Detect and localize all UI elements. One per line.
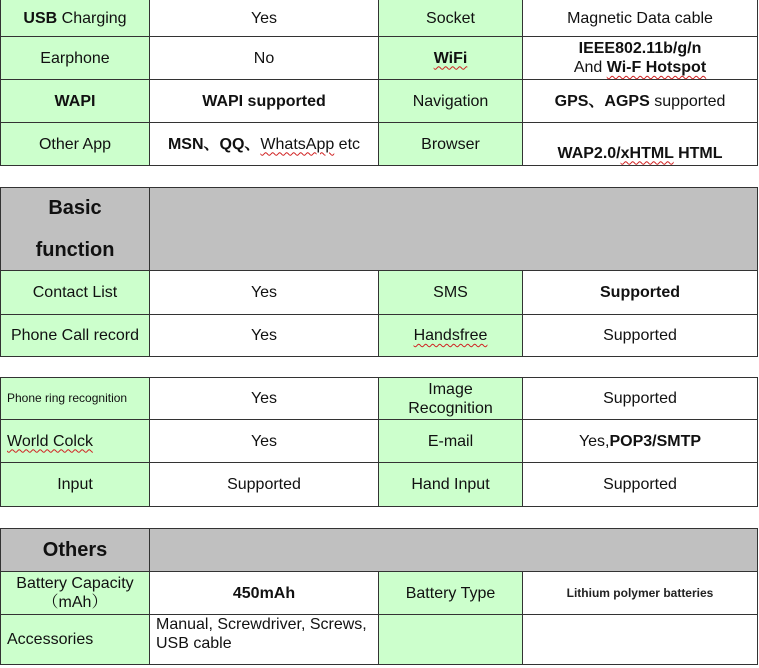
- table-row-accessories: [0, 615, 759, 665]
- label-accessories: Accessories: [0, 615, 150, 665]
- label-image-recognition: Image Recognition: [379, 377, 523, 420]
- empty-cell-accessories-3: [379, 615, 523, 665]
- value-ring-recognition: Yes: [150, 377, 379, 420]
- section-basic-function: [0, 187, 759, 271]
- table-row-wapi: [0, 80, 759, 123]
- wifi-label-text: WiFi: [433, 49, 468, 67]
- value-other-app: MSN、QQ、WhatsApp etc: [150, 123, 379, 166]
- label-sms: SMS: [379, 271, 523, 315]
- value-earphone: No: [150, 37, 379, 80]
- section-title-basic: Basic function: [0, 187, 150, 271]
- value-handsfree: Supported: [523, 315, 758, 357]
- table-row-other-app: [0, 123, 759, 166]
- label-input: Input: [0, 463, 150, 507]
- value-battery-capacity: 450mAh: [150, 572, 379, 615]
- table-row-battery: [0, 572, 759, 615]
- section-others: [0, 528, 759, 572]
- value-image-recognition: Supported: [523, 377, 758, 420]
- value-contact-list: Yes: [150, 271, 379, 315]
- label-battery-capacity: Battery Capacity （mAh）: [0, 572, 150, 615]
- label-browser: Browser: [379, 123, 523, 166]
- table-row-world-clock: [0, 420, 759, 463]
- wifi-standard: IEEE802.11b/g/n: [578, 40, 702, 57]
- section-title-others: Others: [0, 528, 150, 572]
- value-socket: Magnetic Data cable: [523, 0, 758, 37]
- label-socket: Socket: [379, 0, 523, 37]
- label-email: E-mail: [379, 420, 523, 463]
- value-battery-type: Lithium polymer batteries: [523, 572, 758, 615]
- label-other-app: Other App: [0, 123, 150, 166]
- label-handsfree: Handsfree: [379, 315, 523, 357]
- table-row-call-record: [0, 315, 759, 357]
- value-accessories: Manual, Screwdriver, Screws, USB cable: [150, 615, 379, 665]
- table-row-contact-list: [0, 271, 759, 315]
- label-call-record: Phone Call record: [0, 315, 150, 357]
- label-wifi: [379, 37, 523, 80]
- label-contact-list: Contact List: [0, 271, 150, 315]
- wifi-hotspot: Wi-F Hotspot: [606, 59, 707, 76]
- section-others-fill: [150, 528, 758, 572]
- table-row-ring-recognition: [0, 377, 759, 420]
- value-wifi: IEEE802.11b/g/n And Wi-F Hotspot: [523, 37, 758, 80]
- value-usb-charging: Yes: [150, 0, 379, 37]
- table-row-usb-charging: [0, 0, 759, 37]
- value-email: Yes,POP3/SMTP: [523, 420, 758, 463]
- label-usb-charging: USB Charging: [0, 0, 150, 37]
- label-battery-type: Battery Type: [379, 572, 523, 615]
- label-world-clock: World Colck: [0, 420, 150, 463]
- label-navigation: Navigation: [379, 80, 523, 123]
- label-ring-recognition: Phone ring recognition: [0, 377, 150, 420]
- value-browser: WAP2.0/xHTML HTML: [523, 123, 758, 166]
- value-wapi: WAPI supported: [150, 80, 379, 123]
- label-wapi: WAPI: [0, 80, 150, 123]
- value-sms: Supported: [523, 271, 758, 315]
- value-call-record: Yes: [150, 315, 379, 357]
- label-hand-input: Hand Input: [379, 463, 523, 507]
- value-input: Supported: [150, 463, 379, 507]
- table-row-earphone: [0, 37, 759, 80]
- empty-cell-accessories-4: [523, 615, 758, 665]
- value-world-clock: Yes: [150, 420, 379, 463]
- section-basic-fill: [150, 187, 758, 271]
- table-row-input: [0, 463, 759, 507]
- value-hand-input: Supported: [523, 463, 758, 507]
- value-navigation: GPS、AGPS supported: [523, 80, 758, 123]
- label-earphone: Earphone: [0, 37, 150, 80]
